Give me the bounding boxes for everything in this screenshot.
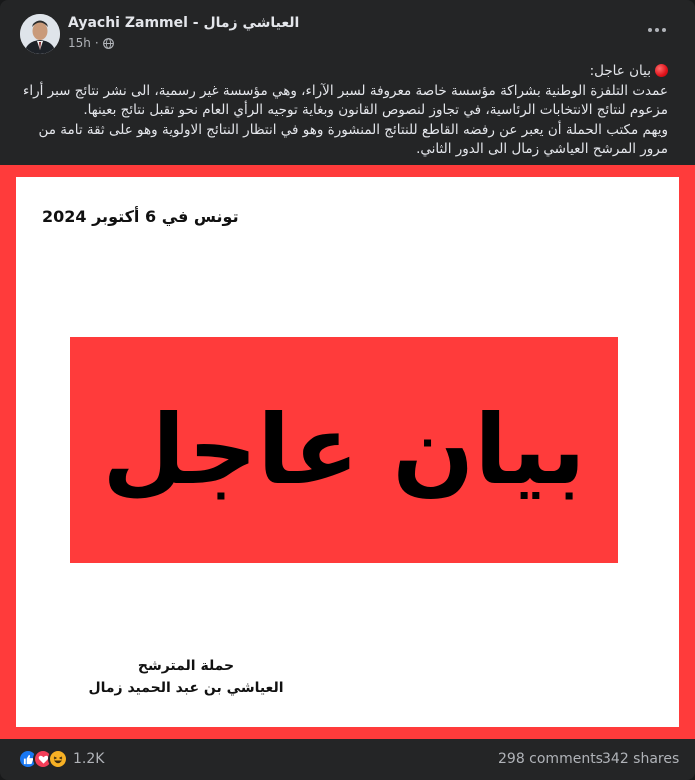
- poster: [16, 177, 679, 727]
- shares-count[interactable]: 342 shares: [602, 751, 680, 767]
- author-avatar[interactable]: [20, 14, 60, 54]
- poster-date: تونس في 6 أكتوبر 2024: [42, 207, 239, 226]
- post-image[interactable]: [0, 165, 695, 739]
- campaign-signature: [56, 655, 316, 699]
- post-text: [16, 62, 668, 160]
- campaign-line-1: حملة المترشح: [137, 658, 235, 674]
- post-paragraph-2: ويهم مكتب الحملة أن يعبر عن رفضه القاطع للنتائج المنشورة وهو في انتظار النتائج الاولوية وهو على ثقة تامة من مرور المرشح العياشي زمال الى الدور الثاني.: [38, 121, 668, 157]
- headline-text: بيان عاجل: [102, 394, 586, 506]
- globe-icon: [103, 38, 114, 49]
- headline-banner: [70, 337, 618, 563]
- post-footer: [0, 740, 695, 780]
- reactions-summary[interactable]: [18, 748, 104, 770]
- reaction-count: 1.2K: [73, 751, 105, 767]
- post-title-line: بيان عاجل:: [16, 62, 668, 82]
- post-meta: 15h ·: [68, 36, 114, 50]
- campaign-line-2: العياشي بن عبد الحميد زمال: [88, 680, 284, 696]
- post-time[interactable]: 15h: [68, 36, 91, 50]
- haha-icon: [48, 749, 68, 769]
- more-options-icon[interactable]: [642, 20, 672, 40]
- red-circle-icon: [655, 64, 668, 77]
- author-name[interactable]: Ayachi Zammel - العياشي زمال: [68, 15, 300, 31]
- post-header: [0, 0, 695, 60]
- comments-count[interactable]: 298 comments: [498, 751, 603, 767]
- post-paragraph-1: عمدت التلفزة الوطنية بشراكة مؤسسة خاصة معروفة لسبر الآراء، وهي مؤسسة غير رسمية، الى نشر نتائج سبر أراء مزعوم لنتائج الانتخابات الرئاسية، في تجاوز لنصوص القانون وبغاية توجيه الرأي العام نحو تقبل نتائج بعينها.: [22, 82, 668, 118]
